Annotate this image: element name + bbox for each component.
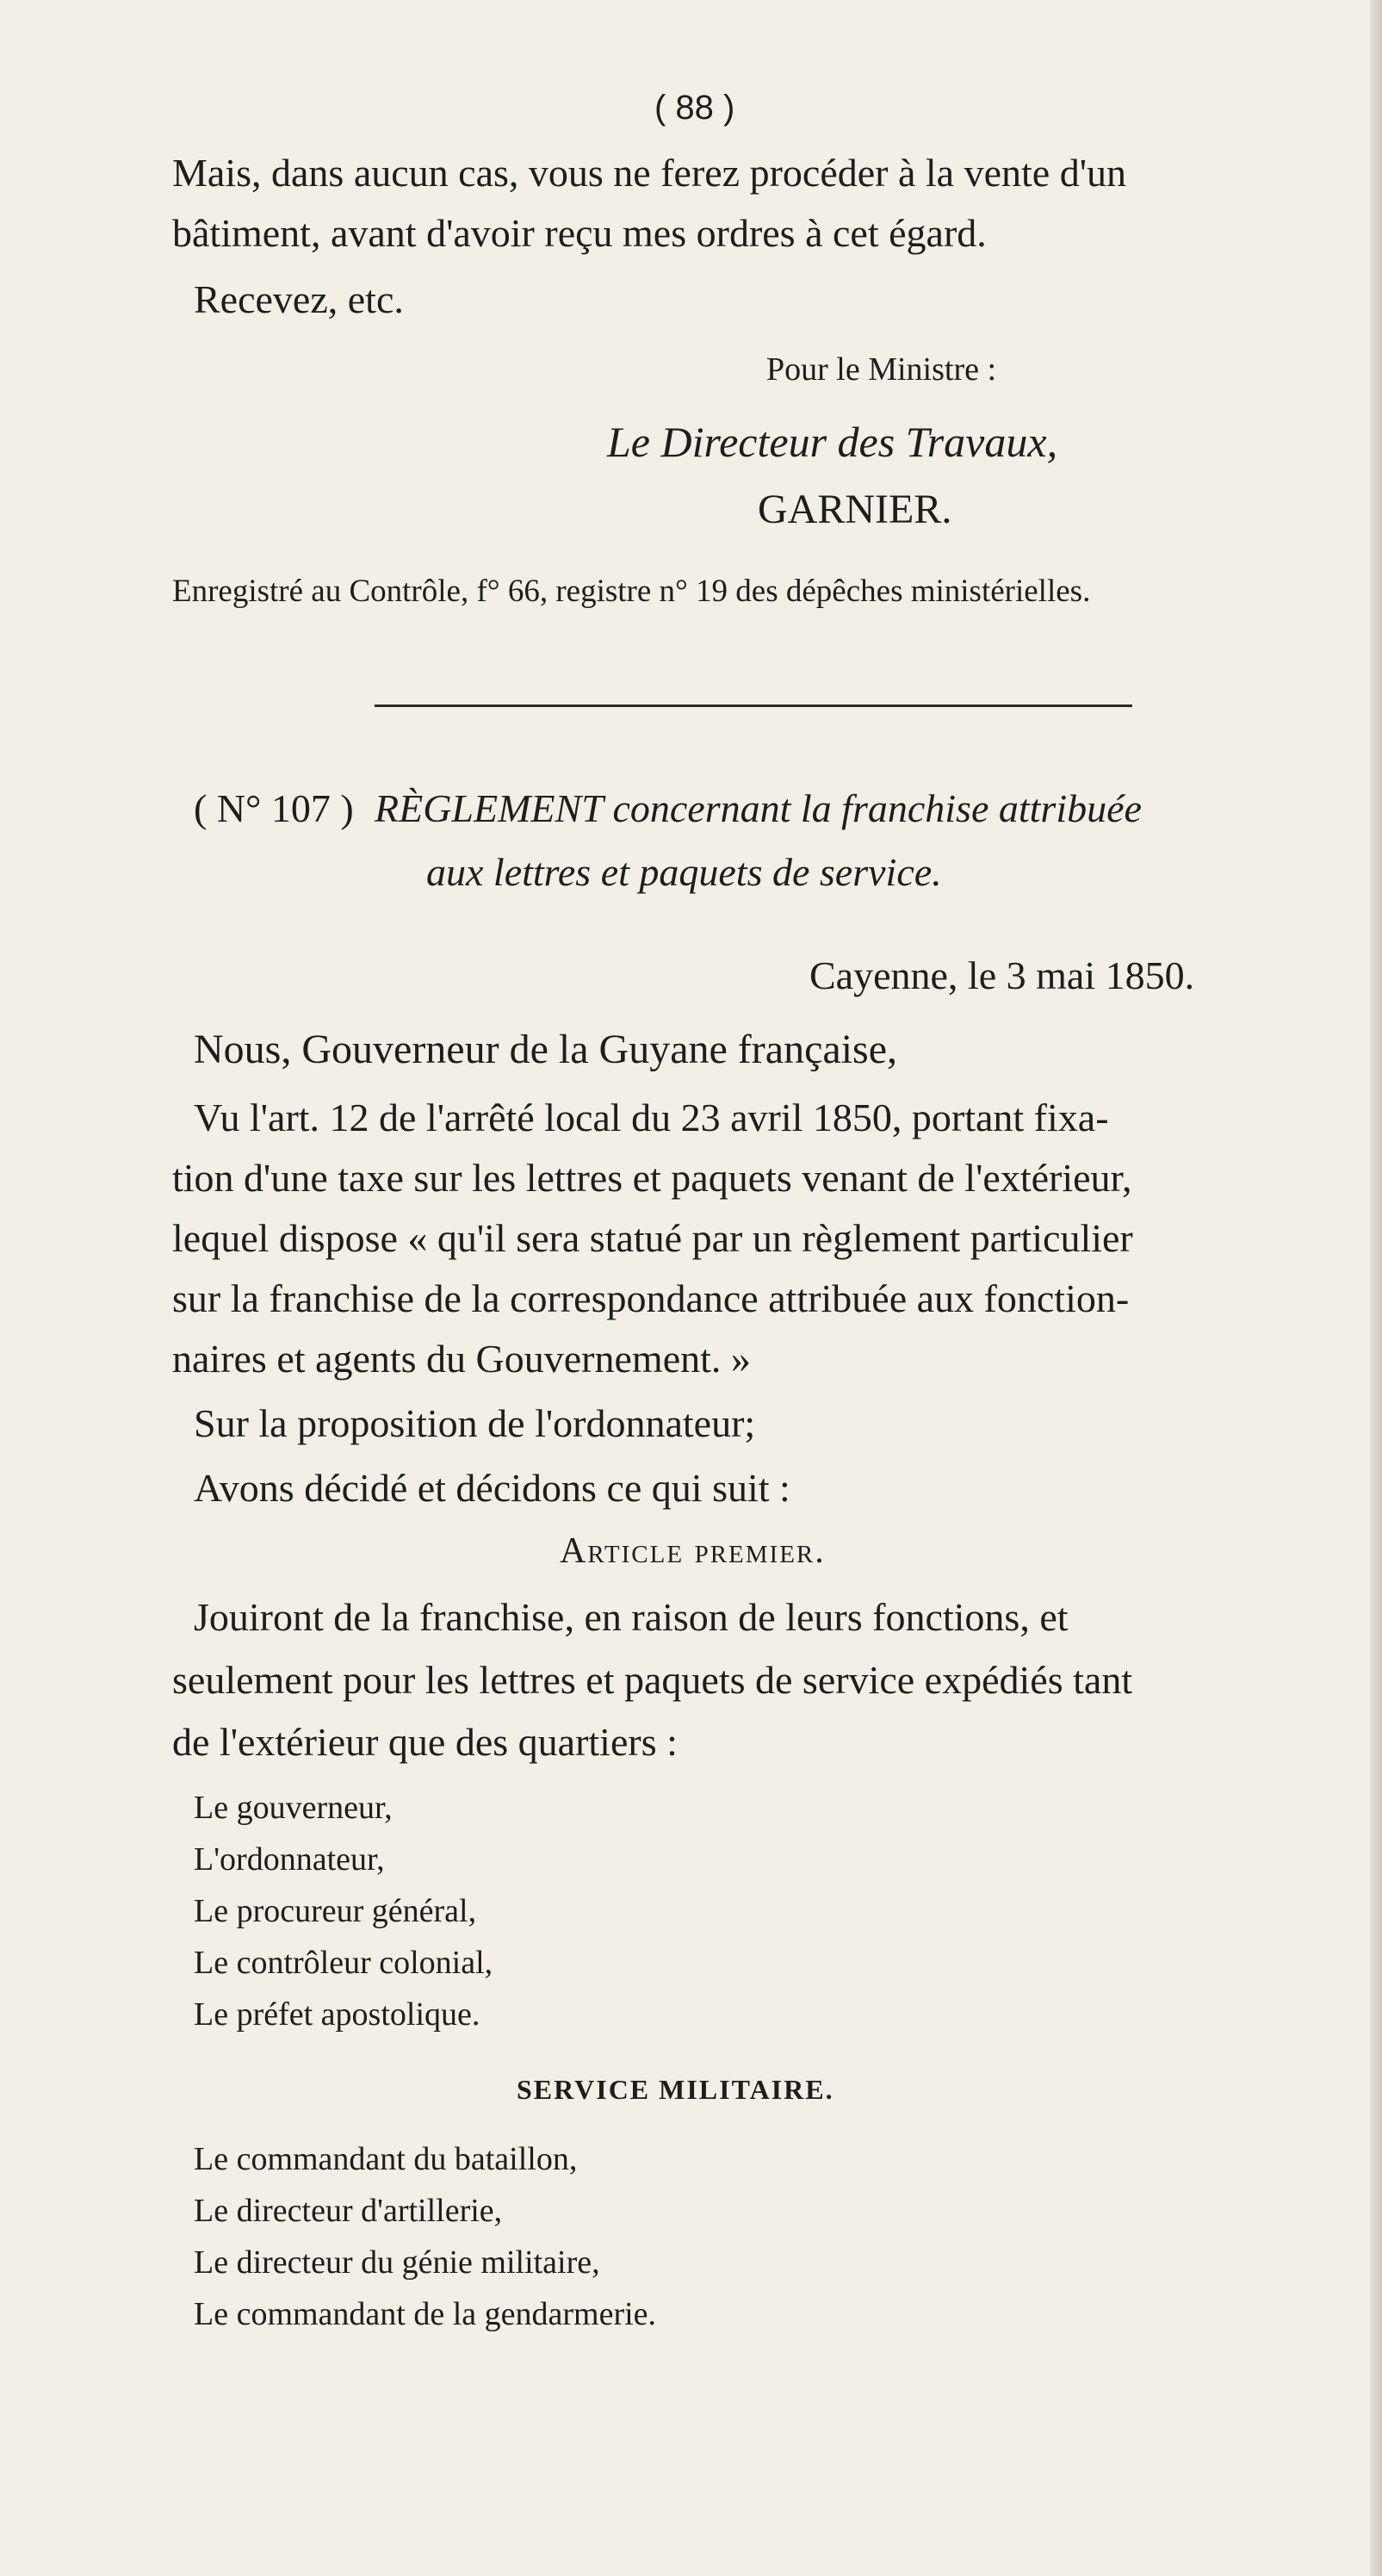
page-edge-shadow xyxy=(1370,0,1382,2576)
military-list-item: Le directeur d'artillerie, xyxy=(194,2193,503,2229)
registration-note: Enregistré au Contrôle, f° 66, registre n° 19 des dépêches ministérielles. xyxy=(172,574,1091,609)
decree-nous: Nous, Gouverneur de la Guyane française, xyxy=(194,1027,898,1072)
signature-title: Le Directeur des Travaux, xyxy=(607,418,1058,466)
vu-line-1: Vu l'art. 12 de l'arrêté local du 23 avril 1850, portant fixa- xyxy=(194,1096,1109,1139)
military-list-item: Le directeur du génie militaire, xyxy=(194,2244,600,2281)
military-heading: SERVICE MILITAIRE. xyxy=(517,2074,834,2105)
intro-line-1: Mais, dans aucun cas, vous ne ferez procéder à la vente d'un xyxy=(172,151,1126,195)
article-heading: Article premier. xyxy=(560,1531,826,1571)
reglement-number: ( N° 107 ) xyxy=(194,786,354,830)
civil-list-item: Le préfet apostolique. xyxy=(194,1996,480,2033)
salutation: Recevez, etc. xyxy=(194,277,404,321)
military-list-item: Le commandant de la gendarmerie. xyxy=(194,2296,657,2332)
civil-list-item: Le gouverneur, xyxy=(194,1790,393,1826)
signature-pour: Pour le Ministre : xyxy=(766,351,997,388)
reglement-place-date: Cayenne, le 3 mai 1850. xyxy=(809,953,1195,997)
decree-avons: Avons décidé et décidons ce qui suit : xyxy=(194,1466,790,1510)
vu-line-2: tion d'une taxe sur les lettres et paquets venant de l'extérieur, xyxy=(172,1156,1132,1200)
section-divider xyxy=(375,705,1132,707)
civil-list-item: L'ordonnateur, xyxy=(194,1841,385,1878)
article-line-2: seulement pour les lettres et paquets de service expédiés tant xyxy=(172,1658,1133,1702)
civil-list-item: Le procureur général, xyxy=(194,1893,477,1929)
military-list-item: Le commandant du bataillon, xyxy=(194,2141,578,2177)
civil-list-item: Le contrôleur colonial, xyxy=(194,1945,493,1981)
reglement-title-1: RÈGLEMENT concernant la franchise attribuée xyxy=(375,786,1142,830)
decree-sur: Sur la proposition de l'ordonnateur; xyxy=(194,1401,756,1445)
vu-line-5: naires et agents du Gouvernement. » xyxy=(172,1337,751,1381)
vu-line-4: sur la franchise de la correspondance attribuée aux fonction- xyxy=(172,1276,1130,1320)
article-line-1: Jouiront de la franchise, en raison de leurs fonctions, et xyxy=(194,1595,1069,1639)
page-number: ( 88 ) xyxy=(654,89,735,127)
reglement-title-2: aux lettres et paquets de service. xyxy=(426,850,942,894)
vu-line-3: lequel dispose « qu'il sera statué par un règlement particulier xyxy=(172,1216,1133,1260)
article-line-3: de l'extérieur que des quartiers : xyxy=(172,1720,678,1764)
signature-name: GARNIER. xyxy=(758,487,952,532)
intro-line-2: bâtiment, avant d'avoir reçu mes ordres à cet égard. xyxy=(172,211,987,255)
